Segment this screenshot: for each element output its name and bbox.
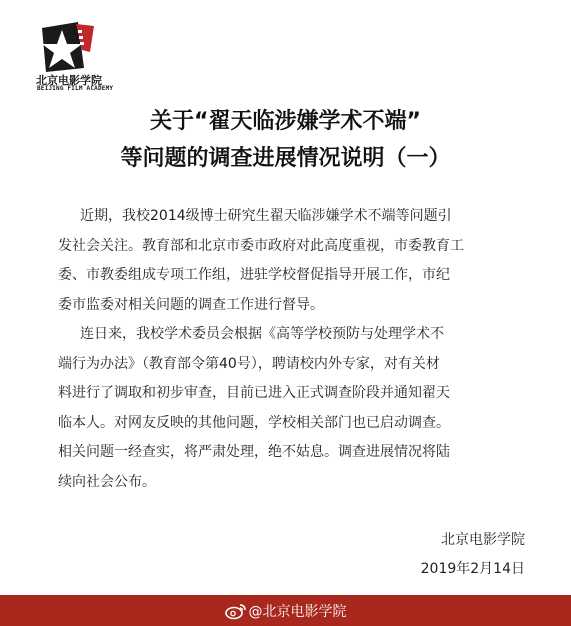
logo-name-cn: 北京电影学院 [36,74,102,87]
paragraph-line: 近期，我校2014级博士研究生翟天临涉嫌学术不端等问题引 [80,208,452,224]
paragraph-line: 料进行了调取和初步审查，目前已进入正式调查阶段并通知翟天 [58,385,450,401]
statement-body [58,202,520,497]
paragraph-line: 临本人。对网友反映的其他问题，学校相关部门也已启动调查。 [58,414,450,431]
paragraph-line: 发社会关注。教育部和北京市委市政府对此高度重视，市委教育工 [58,237,464,254]
signature-date: 2019年2月14日 [420,561,525,577]
title-line-1: 关于“翟天临涉嫌学术不端” [150,109,421,134]
logo-name-en: BEIJING FILM ACADEMY [37,85,114,92]
weibo-footer-bar [0,595,571,626]
weibo-icon [225,602,247,620]
paragraph-line: 委市监委对相关问题的调查工作进行督导。 [58,296,324,313]
paragraph-2 [58,320,520,497]
title-line-2: 等问题的调查进展情况说明（一） [120,146,451,171]
weibo-handle[interactable]: @北京电影学院 [248,603,347,620]
paragraph-1 [58,202,520,320]
paragraph-line: 连日来，我校学术委员会根据《高等学校预防与处理学术不 [80,326,444,342]
paragraph-line: 委、市教委组成专项工作组，进驻学校督促指导开展工作，市纪 [58,267,450,283]
signature-organization: 北京电影学院 [441,532,525,548]
paragraph-line: 端行为办法》（教育部令第40号），聘请校内外专家，对有关材 [58,355,440,372]
logo-star-icon [38,22,98,72]
paragraph-line: 续向社会公布。 [58,473,156,490]
academy-logo [36,22,116,94]
paragraph-line: 相关问题一经查实，将严肃处理，绝不姑息。调查进展情况将陆 [58,444,450,460]
